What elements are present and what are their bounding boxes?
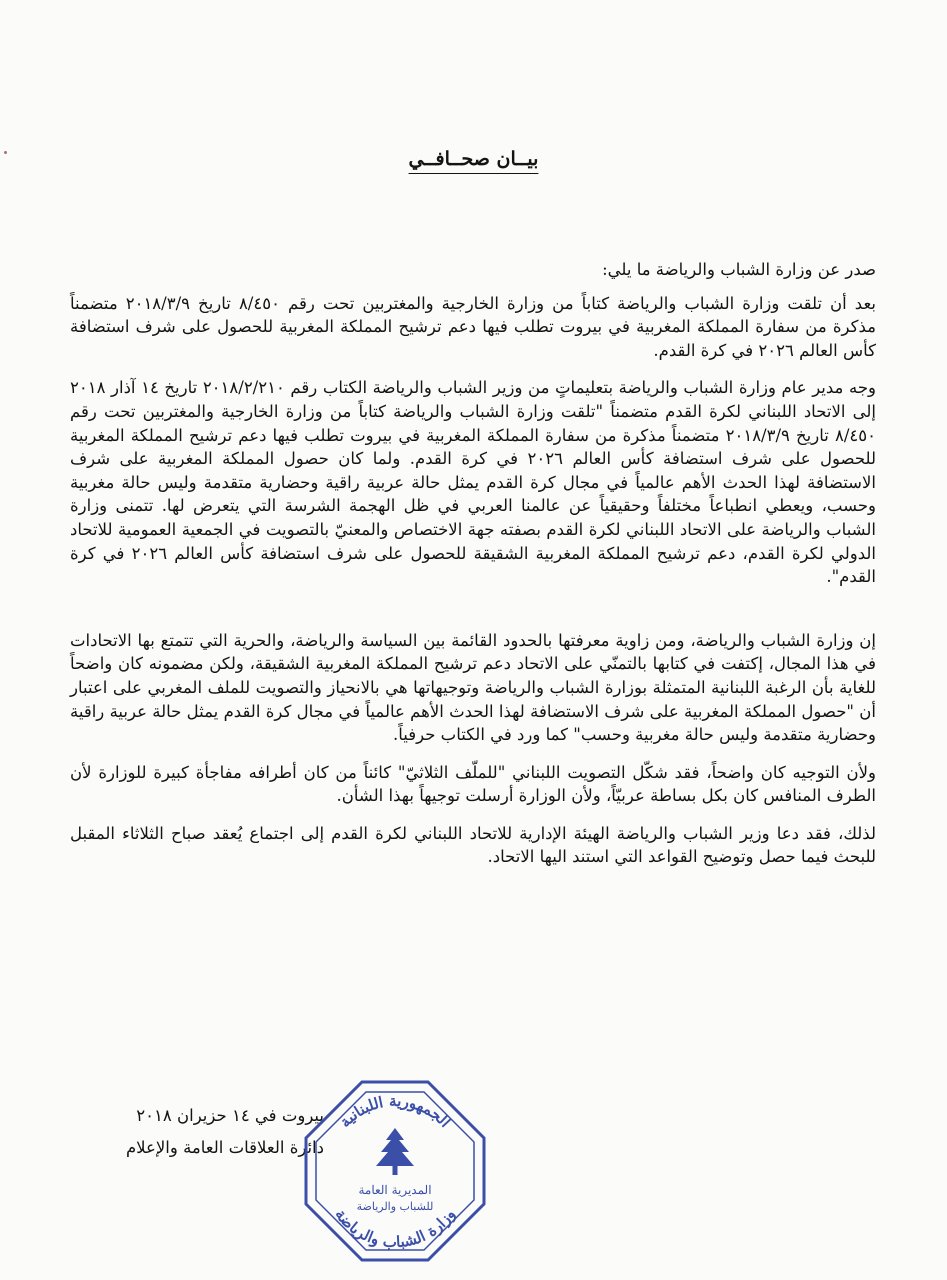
stamp-bottom-text: وزارة الشباب والرياضة <box>331 1205 459 1252</box>
press-release-title: بيــان صحــافــي <box>408 148 539 170</box>
department-name: دائرة العلاقات العامة والإعلام <box>125 1138 324 1157</box>
intro-line: صدر عن وزارة الشباب والرياضة ما يلي: <box>602 260 876 279</box>
place-date: بيروت في ١٤ حزيران ٢٠١٨ <box>136 1106 324 1125</box>
signature-block <box>64 1100 324 1164</box>
stamp-center-line-1: المديرية العامة <box>358 1183 432 1197</box>
cedar-icon <box>376 1128 414 1175</box>
paragraph-3: إن وزارة الشباب والرياضة، ومن زاوية معرفتها بالحدود القائمة بين السياسة والرياضة، والحرية التي تتمتع بها الاتحادات في هذا المجال، إكتفت في كتابها بالتمنّي على الاتحاد دعم ترشيح المملكة المغربية الشقيقة، ولكن مضمونه كان واضحاً للغاية بأن الرغبة اللبنانية المتمثلة بوزارة الشباب والرياضة وتوجيهاتها هي بالانحياز والتصويت للملف المغربي على اعتبار أن "حصول المملكة المغربية على شرف الاستضافة لهذا الحدث الأهم عالمياً في مجال كرة القدم يمثل حالة عربية راقية وحضارية متقدمة وليس حالة مغربية وحسب" كما ورد في الكتاب حرفياً. <box>70 630 876 745</box>
paragraph-4: ولأن التوجيه كان واضحاً، فقد شكّل التصويت اللبناني "للملّف الثلاثيّ" كائناً من كان أطرافه مفاجأة كبيرة للوزارة لأن الطرف المنافس كان بكل بساطة عربيّاً، ولأن الوزارة أرسلت توجيهاً بهذا الشأن. <box>70 762 876 806</box>
document-body <box>70 258 876 883</box>
stamp-top-text: الجمهورية اللبنانية <box>336 1091 455 1131</box>
paragraph-5: لذلك، فقد دعا وزير الشباب والرياضة الهيئة الإدارية للاتحاد اللبناني لكرة القدم إلى اجتماع يُعقد صباح الثلاثاء المقبل للبحث فيما حصل وتوضيح القواعد التي استند اليها الاتحاد. <box>70 823 876 867</box>
stamp-center-line-2: للشباب والرياضة <box>356 1200 434 1213</box>
paragraph-1: بعد أن تلقت وزارة الشباب والرياضة كتاباً من وزارة الخارجية والمغتربين تحت رقم ٨/٤٥٠ تاريخ ٢٠١٨/٣/٩ متضمناً مذكرة من سفارة المملكة المغربية في بيروت تطلب فيها دعم ترشيح المملكة المغربية للحصول على شرف استضافة كأس العالم ٢٠٢٦ في كرة القدم. <box>70 293 876 360</box>
ministry-stamp <box>300 1076 490 1266</box>
paragraph-2: وجه مدير عام وزارة الشباب والرياضة بتعليماتٍ من وزير الشباب والرياضة الكتاب رقم ٢٠١٨/٢/٢١٠ تاريخ ١٤ آذار ٢٠١٨ إلى الاتحاد اللبناني لكرة القدم متضمناً "تلقت وزارة الشباب والرياضة كتاباً من وزارة الخارجية والمغتربين تحت رقم ٨/٤٥٠ تاريخ ٢٠١٨/٣/٩ متضمناً مذكرة من سفارة المملكة المغربية في بيروت تطلب فيها دعم ترشيح المملكة المغربية للحصول على شرف استضافة كأس العالم ٢٠٢٦ في كرة القدم. ولما كان حصول المملكة المغربية على شرف الاستضافة لهذا الحدث الأهم عالمياً في مجال كرة القدم يمثل حالة عربية راقية وحضارية متقدمة وليس حالة مغربية وحسب، ويعطي انطباعاً مختلفاً وحقيقياً عن عالمنا العربي في ظل الهجمة الشرسة التي يتعرض لها. تتمنى وزارة الشباب والرياضة على الاتحاد اللبناني لكرة القدم بصفته جهة الاختصاص والمعنيّ بالتصويت في الجمعية العمومية للاتحاد الدولي لكرة القدم، دعم ترشيح المملكة المغربية الشقيقة للحصول على شرف استضافة كأس العالم ٢٠٢٦ في كرة القدم". <box>70 378 876 587</box>
